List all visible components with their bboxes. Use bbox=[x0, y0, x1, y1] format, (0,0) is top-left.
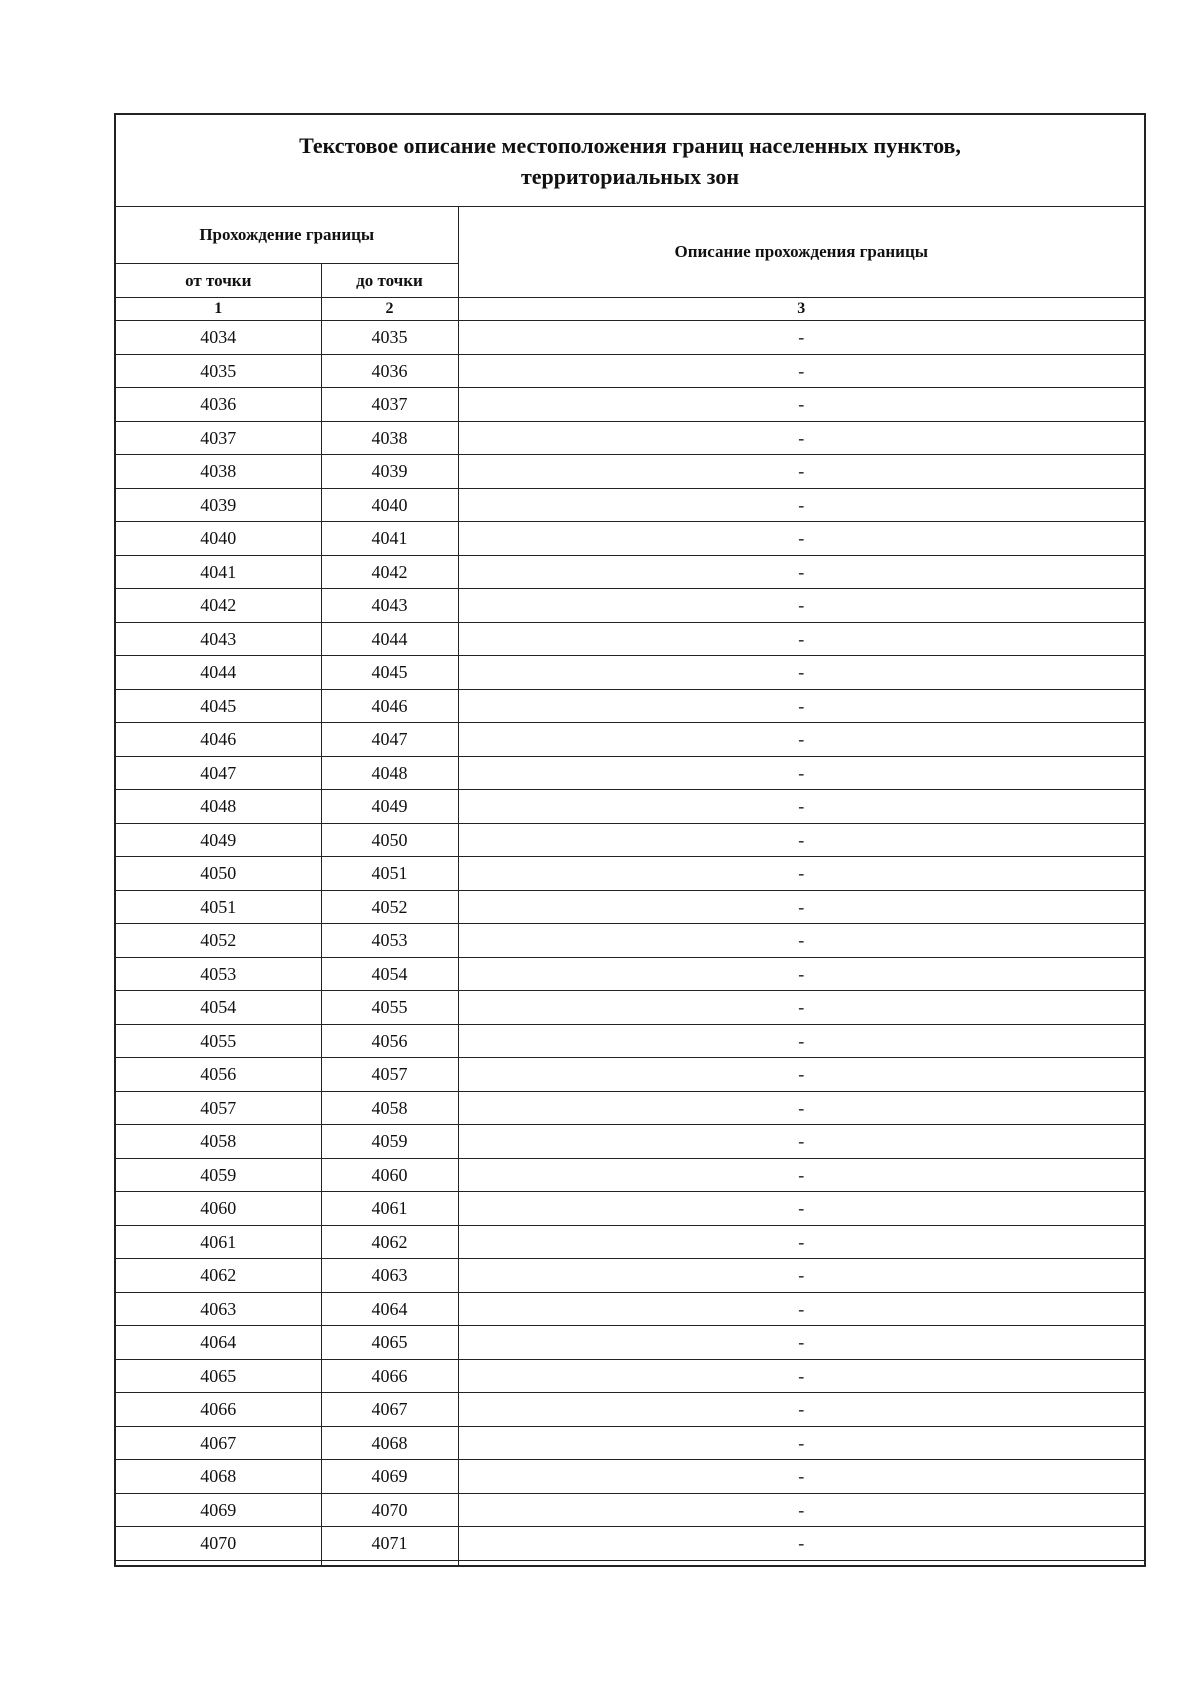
from-point-cell: 4046 bbox=[115, 723, 321, 757]
table-row bbox=[115, 455, 1145, 489]
table-row bbox=[115, 622, 1145, 656]
table-row bbox=[115, 924, 1145, 958]
table-title-line-1: Текстовое описание местоположения границ населенных пунктов, bbox=[299, 132, 961, 158]
table-row bbox=[115, 421, 1145, 455]
table-row bbox=[115, 1359, 1145, 1393]
table-row bbox=[115, 1393, 1145, 1427]
to-point-cell: 4049 bbox=[321, 790, 458, 824]
table-row bbox=[115, 555, 1145, 589]
header-col-2: 2 bbox=[321, 298, 458, 321]
description-cell: - bbox=[458, 1125, 1145, 1159]
to-point-cell: 4056 bbox=[321, 1024, 458, 1058]
header-passage: Прохождение границы bbox=[115, 207, 458, 264]
description-cell: - bbox=[458, 1460, 1145, 1494]
description-cell: - bbox=[458, 421, 1145, 455]
from-point-cell: 4059 bbox=[115, 1158, 321, 1192]
to-point-cell: 4043 bbox=[321, 589, 458, 623]
description-cell: - bbox=[458, 991, 1145, 1025]
description-cell: - bbox=[458, 1225, 1145, 1259]
from-point-cell: 4043 bbox=[115, 622, 321, 656]
from-point-cell: 4050 bbox=[115, 857, 321, 891]
to-point-cell: 4059 bbox=[321, 1125, 458, 1159]
table-row bbox=[115, 1158, 1145, 1192]
description-cell: - bbox=[458, 388, 1145, 422]
table-row bbox=[115, 388, 1145, 422]
to-point-cell: 4050 bbox=[321, 823, 458, 857]
from-point-cell: 4070 bbox=[115, 1527, 321, 1561]
description-cell: - bbox=[458, 823, 1145, 857]
to-point-cell: 4038 bbox=[321, 421, 458, 455]
to-point-cell: 4062 bbox=[321, 1225, 458, 1259]
description-cell: - bbox=[458, 723, 1145, 757]
table-row bbox=[115, 991, 1145, 1025]
from-point-cell: 4060 bbox=[115, 1192, 321, 1226]
to-point-cell: 4063 bbox=[321, 1259, 458, 1293]
description-cell: - bbox=[458, 689, 1145, 723]
to-point-cell: 4068 bbox=[321, 1426, 458, 1460]
table-row bbox=[115, 1426, 1145, 1460]
description-cell: - bbox=[458, 354, 1145, 388]
to-point-cell: 4064 bbox=[321, 1292, 458, 1326]
from-point-cell: 4053 bbox=[115, 957, 321, 991]
to-point-cell: 4045 bbox=[321, 656, 458, 690]
table-row bbox=[115, 522, 1145, 556]
description-cell: - bbox=[458, 656, 1145, 690]
to-point-cell: 4052 bbox=[321, 890, 458, 924]
table-row bbox=[115, 1058, 1145, 1092]
to-point-cell: 4051 bbox=[321, 857, 458, 891]
description-cell: - bbox=[458, 1259, 1145, 1293]
table-bottom-strip bbox=[115, 1560, 1145, 1566]
to-point-cell: 4055 bbox=[321, 991, 458, 1025]
description-cell: - bbox=[458, 857, 1145, 891]
description-cell: - bbox=[458, 1058, 1145, 1092]
description-cell: - bbox=[458, 957, 1145, 991]
to-point-cell: 4041 bbox=[321, 522, 458, 556]
to-point-cell: 4070 bbox=[321, 1493, 458, 1527]
description-cell: - bbox=[458, 488, 1145, 522]
table-title-line-2: территориальных зон bbox=[520, 163, 740, 189]
to-point-cell: 4039 bbox=[321, 455, 458, 489]
description-cell: - bbox=[458, 1393, 1145, 1427]
description-cell: - bbox=[458, 1426, 1145, 1460]
description-cell: - bbox=[458, 1192, 1145, 1226]
table-row bbox=[115, 823, 1145, 857]
description-cell: - bbox=[458, 756, 1145, 790]
to-point-cell: 4069 bbox=[321, 1460, 458, 1494]
table-row bbox=[115, 1091, 1145, 1125]
from-point-cell: 4061 bbox=[115, 1225, 321, 1259]
description-cell: - bbox=[458, 455, 1145, 489]
table-row bbox=[115, 857, 1145, 891]
from-point-cell: 4035 bbox=[115, 354, 321, 388]
description-cell: - bbox=[458, 555, 1145, 589]
from-point-cell: 4041 bbox=[115, 555, 321, 589]
from-point-cell: 4056 bbox=[115, 1058, 321, 1092]
to-point-cell: 4046 bbox=[321, 689, 458, 723]
table-row bbox=[115, 354, 1145, 388]
table-row bbox=[115, 656, 1145, 690]
from-point-cell: 4055 bbox=[115, 1024, 321, 1058]
table-row bbox=[115, 689, 1145, 723]
from-point-cell: 4042 bbox=[115, 589, 321, 623]
description-cell: - bbox=[458, 622, 1145, 656]
table-row bbox=[115, 1493, 1145, 1527]
boundary-description-table bbox=[114, 113, 1146, 1567]
description-cell: - bbox=[458, 1359, 1145, 1393]
table-bottom-strip-cell bbox=[115, 1560, 321, 1566]
table-row bbox=[115, 957, 1145, 991]
table-row bbox=[115, 1326, 1145, 1360]
from-point-cell: 4045 bbox=[115, 689, 321, 723]
from-point-cell: 4069 bbox=[115, 1493, 321, 1527]
table-row bbox=[115, 790, 1145, 824]
header-col-3: 3 bbox=[458, 298, 1145, 321]
from-point-cell: 4039 bbox=[115, 488, 321, 522]
table-row bbox=[115, 890, 1145, 924]
description-cell: - bbox=[458, 522, 1145, 556]
table-row bbox=[115, 589, 1145, 623]
from-point-cell: 4044 bbox=[115, 656, 321, 690]
table-row bbox=[115, 723, 1145, 757]
from-point-cell: 4068 bbox=[115, 1460, 321, 1494]
to-point-cell: 4053 bbox=[321, 924, 458, 958]
table-row bbox=[115, 756, 1145, 790]
from-point-cell: 4037 bbox=[115, 421, 321, 455]
description-cell: - bbox=[458, 1493, 1145, 1527]
description-cell: - bbox=[458, 1527, 1145, 1561]
from-point-cell: 4063 bbox=[115, 1292, 321, 1326]
to-point-cell: 4037 bbox=[321, 388, 458, 422]
from-point-cell: 4038 bbox=[115, 455, 321, 489]
from-point-cell: 4067 bbox=[115, 1426, 321, 1460]
description-cell: - bbox=[458, 321, 1145, 355]
header-col-1: 1 bbox=[115, 298, 321, 321]
table-bottom-strip-cell bbox=[321, 1560, 458, 1566]
header-to-point: до точки bbox=[321, 264, 458, 298]
from-point-cell: 4065 bbox=[115, 1359, 321, 1393]
to-point-cell: 4042 bbox=[321, 555, 458, 589]
header-from-point: от точки bbox=[115, 264, 321, 298]
description-cell: - bbox=[458, 1292, 1145, 1326]
to-point-cell: 4060 bbox=[321, 1158, 458, 1192]
to-point-cell: 4066 bbox=[321, 1359, 458, 1393]
from-point-cell: 4057 bbox=[115, 1091, 321, 1125]
from-point-cell: 4052 bbox=[115, 924, 321, 958]
to-point-cell: 4054 bbox=[321, 957, 458, 991]
from-point-cell: 4034 bbox=[115, 321, 321, 355]
to-point-cell: 4048 bbox=[321, 756, 458, 790]
to-point-cell: 4071 bbox=[321, 1527, 458, 1561]
table-row bbox=[115, 1192, 1145, 1226]
description-cell: - bbox=[458, 1024, 1145, 1058]
from-point-cell: 4040 bbox=[115, 522, 321, 556]
from-point-cell: 4047 bbox=[115, 756, 321, 790]
from-point-cell: 4049 bbox=[115, 823, 321, 857]
description-cell: - bbox=[458, 1091, 1145, 1125]
table-row bbox=[115, 321, 1145, 355]
description-cell: - bbox=[458, 890, 1145, 924]
table-row bbox=[115, 1125, 1145, 1159]
to-point-cell: 4044 bbox=[321, 622, 458, 656]
description-cell: - bbox=[458, 924, 1145, 958]
description-cell: - bbox=[458, 790, 1145, 824]
to-point-cell: 4047 bbox=[321, 723, 458, 757]
from-point-cell: 4054 bbox=[115, 991, 321, 1025]
table-row bbox=[115, 1460, 1145, 1494]
to-point-cell: 4058 bbox=[321, 1091, 458, 1125]
from-point-cell: 4066 bbox=[115, 1393, 321, 1427]
from-point-cell: 4051 bbox=[115, 890, 321, 924]
to-point-cell: 4040 bbox=[321, 488, 458, 522]
description-cell: - bbox=[458, 1158, 1145, 1192]
from-point-cell: 4036 bbox=[115, 388, 321, 422]
description-cell: - bbox=[458, 1326, 1145, 1360]
table-row bbox=[115, 488, 1145, 522]
to-point-cell: 4065 bbox=[321, 1326, 458, 1360]
table-body bbox=[115, 321, 1145, 1566]
to-point-cell: 4035 bbox=[321, 321, 458, 355]
from-point-cell: 4048 bbox=[115, 790, 321, 824]
table-row bbox=[115, 1024, 1145, 1058]
from-point-cell: 4064 bbox=[115, 1326, 321, 1360]
table-row bbox=[115, 1292, 1145, 1326]
to-point-cell: 4057 bbox=[321, 1058, 458, 1092]
from-point-cell: 4062 bbox=[115, 1259, 321, 1293]
to-point-cell: 4036 bbox=[321, 354, 458, 388]
from-point-cell: 4058 bbox=[115, 1125, 321, 1159]
description-cell: - bbox=[458, 589, 1145, 623]
table-row bbox=[115, 1527, 1145, 1561]
table-title bbox=[115, 114, 1145, 207]
table-bottom-strip-cell bbox=[458, 1560, 1145, 1566]
table-row bbox=[115, 1259, 1145, 1293]
to-point-cell: 4067 bbox=[321, 1393, 458, 1427]
table-row bbox=[115, 1225, 1145, 1259]
to-point-cell: 4061 bbox=[321, 1192, 458, 1226]
header-description: Описание прохождения границы bbox=[458, 207, 1145, 298]
